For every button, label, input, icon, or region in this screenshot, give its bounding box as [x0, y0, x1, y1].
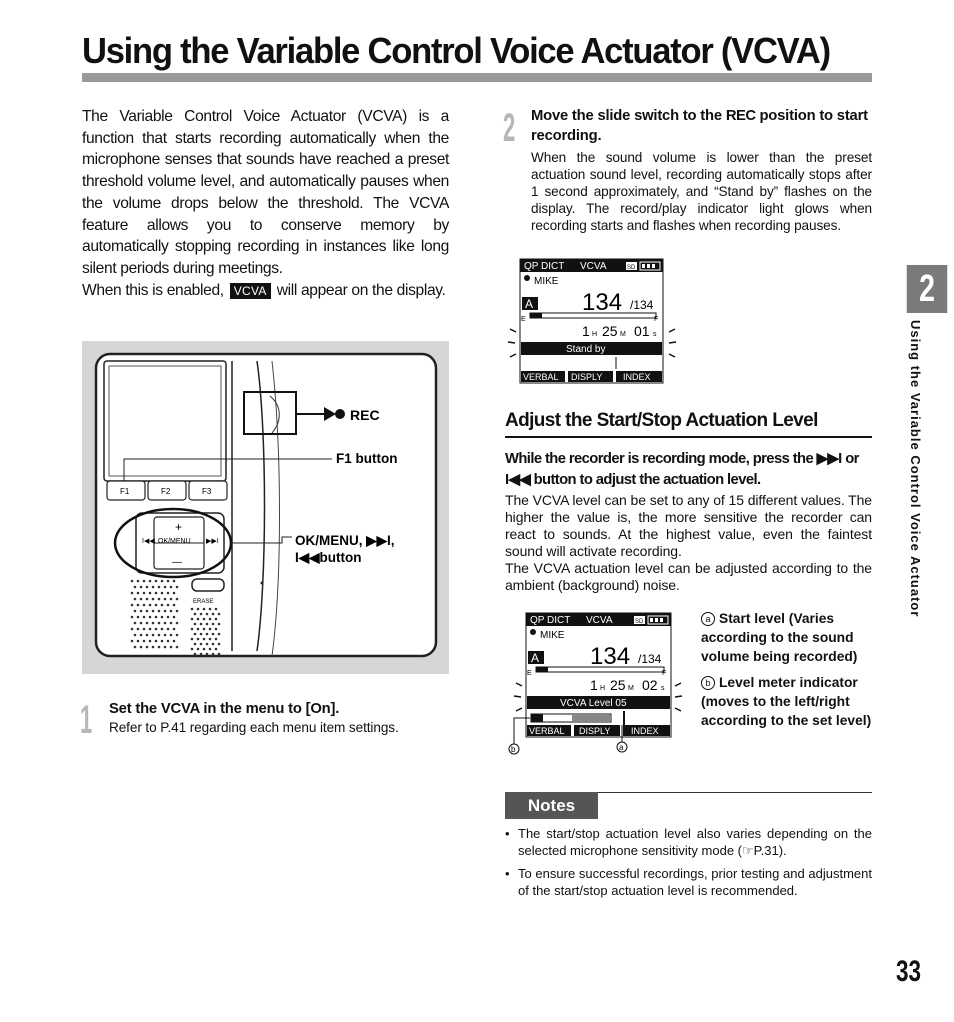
lcd2-level-fill	[531, 714, 543, 722]
speaker-dot	[158, 646, 161, 649]
speaker-dot	[191, 638, 194, 641]
legend-a	[701, 609, 876, 666]
speaker-dot	[167, 580, 170, 583]
speaker-dot	[140, 610, 143, 613]
speaker-dot	[200, 643, 203, 646]
notes-rule	[598, 792, 872, 793]
speaker-dot	[212, 613, 215, 616]
speaker-dot	[140, 646, 143, 649]
speaker-dot	[134, 586, 137, 589]
speaker-dot	[149, 640, 152, 643]
device-illustration	[82, 341, 449, 674]
adjust-body-1: The VCVA level can be set to any of 15 different values. The higher the value is, the more sensitive the recorder can react to sounds. At the highest value, even the faintest sound will activate recording.	[505, 492, 872, 559]
speaker-dot	[146, 610, 149, 613]
step-2-body: When the sound volume is lower than the preset actuation sound level, recording automatically stops after 1 second approximately, and “Stand by” flashes on the display. The record/play indicator light glows when recording starts and flashes when recording pauses.	[531, 150, 872, 233]
speaker-dot	[161, 640, 164, 643]
lcd1-file-total: /134	[630, 298, 654, 312]
lcd1-softkey-verbal: VERBAL	[523, 372, 559, 382]
speaker-dot	[206, 633, 209, 636]
legend-b-text: Level meter indicator (moves to the left/right according to the set level)	[701, 675, 872, 728]
lcd2-hours: 1	[590, 677, 598, 693]
speaker-dot	[191, 608, 194, 611]
lcd2-e-label: E	[527, 670, 532, 677]
erase-key-label: ERASE	[193, 599, 214, 605]
speaker-dot	[155, 640, 158, 643]
speaker-dot	[146, 646, 149, 649]
lcd1-quality: QP DICT	[524, 261, 565, 272]
minus-key-label: —	[172, 557, 182, 568]
lcd1-vcva: VCVA	[580, 261, 607, 272]
lcd-display-standby	[506, 257, 676, 385]
speaker-dot	[143, 580, 146, 583]
speaker-dot	[173, 640, 176, 643]
intro-paragraph-2	[82, 280, 449, 302]
lcd1-softkey-index: INDEX	[623, 372, 651, 382]
speaker-dot	[134, 634, 137, 637]
speaker-dot	[158, 610, 161, 613]
rewind-glyph: I◀◀	[142, 538, 155, 545]
speaker-dot	[197, 618, 200, 621]
speaker-dot	[203, 618, 206, 621]
adjust-body	[505, 492, 872, 594]
chapter-tab: 2	[907, 265, 948, 313]
speaker-dot	[170, 646, 173, 649]
speaker-dot	[212, 633, 215, 636]
speaker-dot	[158, 598, 161, 601]
speaker-dot	[134, 610, 137, 613]
speaker-dot	[209, 628, 212, 631]
speaker-dot	[176, 610, 179, 613]
speaker-dot	[194, 643, 197, 646]
note-item-2: • To ensure successful recordings, prior testing and adjustment of the start/stop actuation level is recommended.	[505, 865, 872, 899]
speaker-dot	[143, 640, 146, 643]
speaker-dot	[152, 622, 155, 625]
speaker-dot	[134, 622, 137, 625]
speaker-dot	[164, 622, 167, 625]
callout-ok-line2: I◀◀button	[295, 550, 362, 565]
speaker-dot	[173, 580, 176, 583]
speaker-dot	[140, 634, 143, 637]
erase-key	[192, 579, 224, 591]
speaker-dot	[164, 610, 167, 613]
speaker-dot	[176, 598, 179, 601]
legend-b	[701, 673, 876, 730]
speaker-dot	[140, 598, 143, 601]
speaker-dot	[158, 586, 161, 589]
intro-paragraph-1: The Variable Control Voice Actuator (VCVA) is a function that starts recording automatically when the microphone senses that sounds have reached a preset threshold volume level, and automatically pauses when the volume drops below the threshold. The VCVA feature allows you to conserve memory by automatically stopping recording in instances like long silent periods during meetings.	[82, 108, 449, 277]
legend-a-mark: a	[701, 612, 715, 626]
speaker-dot	[218, 653, 221, 656]
speaker-dot	[203, 608, 206, 611]
step-2-number: 2	[503, 106, 516, 150]
speaker-dot	[167, 604, 170, 607]
lcd2-softkey-disply: DISPLY	[579, 726, 611, 736]
speaker-dot	[218, 643, 221, 646]
lcd2-minutes: 25	[610, 677, 626, 693]
step-2-heading-rec: REC	[725, 108, 756, 124]
speaker-dot	[161, 580, 164, 583]
speaker-dot	[161, 628, 164, 631]
speaker-dot	[149, 592, 152, 595]
callout-f1: F1 button	[336, 451, 398, 466]
lcd2-f-label: F	[662, 670, 667, 677]
speaker-dot	[149, 616, 152, 619]
speaker-dot	[164, 646, 167, 649]
speaker-dot	[146, 586, 149, 589]
speaker-dot	[200, 623, 203, 626]
page-number: 33	[896, 955, 922, 988]
step-2-heading	[531, 106, 872, 146]
speaker-dot	[161, 616, 164, 619]
speaker-dot	[173, 628, 176, 631]
speaker-dot	[206, 613, 209, 616]
speaker-dot	[167, 640, 170, 643]
adjust-body-2: The VCVA actuation level can be adjusted according to the ambient (background) noise.	[505, 560, 872, 593]
lcd1-hours-unit: H	[592, 331, 598, 338]
step-1-body: Refer to P.41 regarding each menu item settings.	[109, 720, 399, 735]
speaker-dot	[170, 610, 173, 613]
notes-label: Notes	[505, 792, 598, 819]
plus-key-label: +	[175, 520, 183, 534]
speaker-dot	[191, 628, 194, 631]
speaker-dot	[143, 604, 146, 607]
lcd1-mic-label: MIKE	[534, 276, 559, 287]
lcd1-minutes: 25	[602, 323, 618, 339]
lcd2-softkey-verbal: VERBAL	[529, 726, 565, 736]
speaker-dot	[143, 592, 146, 595]
speaker-dot	[215, 638, 218, 641]
speaker-dot	[155, 604, 158, 607]
speaker-dot	[170, 622, 173, 625]
speaker-dot	[200, 653, 203, 656]
section-rule	[505, 436, 872, 438]
speaker-dot	[170, 586, 173, 589]
lcd2-hours-unit: H	[600, 685, 606, 692]
speaker-dot	[152, 598, 155, 601]
speaker-dot	[200, 633, 203, 636]
callout-rec: REC	[350, 407, 380, 423]
speaker-dot	[209, 638, 212, 641]
speaker-dot	[203, 628, 206, 631]
speaker-dot	[176, 634, 179, 637]
speaker-dot	[146, 622, 149, 625]
lcd1-minutes-unit: M	[620, 331, 626, 338]
speaker-dot	[137, 580, 140, 583]
lcd2-minutes-unit: M	[628, 685, 634, 692]
lcd1-folder: A	[525, 297, 534, 311]
speaker-dot	[206, 653, 209, 656]
speaker-dot	[197, 608, 200, 611]
speaker-dot	[218, 633, 221, 636]
speaker-dot	[167, 592, 170, 595]
lcd1-file-number: 134	[582, 289, 623, 316]
speaker-dot	[149, 604, 152, 607]
speaker-dot	[203, 638, 206, 641]
f1-key-label: F1	[120, 487, 130, 496]
forward-glyph: ▶▶I	[206, 538, 219, 545]
speaker-dot	[197, 628, 200, 631]
intro-text	[82, 106, 449, 301]
speaker-dot	[209, 648, 212, 651]
step-2-heading-before: Move the slide switch to the	[531, 108, 726, 124]
speaker-dot	[152, 586, 155, 589]
adjust-instruction: While the recorder is recording mode, press the ▶▶I or I◀◀ button to adjust the actuation level.	[505, 451, 859, 488]
lcd1-sd-icon: SD	[627, 265, 636, 271]
lcd1-f-label: F	[654, 316, 659, 323]
legend-a-text: Start level (Varies according to the sound volume being recorded)	[701, 611, 858, 664]
speaker-dot	[167, 628, 170, 631]
speaker-dot	[212, 623, 215, 626]
speaker-dot	[212, 653, 215, 656]
chapter-side-label-text: Using the Variable Control Voice Actuator	[908, 320, 923, 618]
speaker-dot	[161, 592, 164, 595]
speaker-dot	[194, 653, 197, 656]
speaker-dot	[173, 592, 176, 595]
speaker-dot	[137, 604, 140, 607]
speaker-dot	[215, 608, 218, 611]
step-2-heading-after: position to start recording.	[531, 108, 868, 144]
speaker-dot	[155, 628, 158, 631]
speaker-dot	[137, 592, 140, 595]
lcd2-file-total: /134	[638, 652, 662, 666]
lcd1-status: Stand by	[566, 344, 606, 355]
f3-key-label: F3	[202, 487, 212, 496]
speaker-dot	[173, 616, 176, 619]
speaker-dot	[200, 613, 203, 616]
lcd2-mic-label: MIKE	[540, 630, 565, 641]
speaker-dot	[146, 598, 149, 601]
display-legend	[701, 609, 876, 737]
page-title: Using the Variable Control Voice Actuator (VCVA)	[82, 30, 830, 71]
speaker-dot	[194, 613, 197, 616]
speaker-dot	[140, 622, 143, 625]
speaker-dot	[164, 634, 167, 637]
speaker-dot	[131, 640, 134, 643]
step-1-heading: Set the VCVA in the menu to [On].	[109, 701, 340, 717]
speaker-dot	[191, 618, 194, 621]
lcd1-softkey-disply: DISPLY	[571, 372, 603, 382]
speaker-dot	[218, 613, 221, 616]
lcd2-mic-icon	[530, 629, 536, 635]
lcd2-softkey-index: INDEX	[631, 726, 659, 736]
lcd2-file-number: 134	[590, 643, 631, 670]
speaker-dot	[152, 610, 155, 613]
lcd2-vcva: VCVA	[586, 615, 613, 626]
speaker-dot	[215, 618, 218, 621]
speaker-dot	[191, 648, 194, 651]
speaker-dot	[137, 628, 140, 631]
speaker-dot	[215, 628, 218, 631]
speaker-dot	[161, 604, 164, 607]
speaker-dot	[137, 616, 140, 619]
section-heading: Adjust the Start/Stop Actuation Level	[505, 410, 818, 431]
legend-b-mark: b	[701, 676, 715, 690]
speaker-dot	[194, 623, 197, 626]
speaker-dot	[209, 608, 212, 611]
lcd1-seconds: 01	[634, 323, 650, 339]
speaker-dot	[155, 616, 158, 619]
speaker-dot	[149, 580, 152, 583]
speaker-dot	[206, 623, 209, 626]
speaker-dot	[131, 604, 134, 607]
speaker-dot	[164, 598, 167, 601]
note-item-1: • The start/stop actuation level also varies depending on the selected microphone sensitivity mode (☞P.31).	[505, 825, 872, 859]
lcd2-status: VCVA Level 05	[560, 698, 627, 709]
lcd2-marker-a: a	[619, 743, 624, 752]
lcd2-seconds-unit: s	[661, 685, 665, 692]
speaker-dot	[218, 623, 221, 626]
speaker-dot	[131, 616, 134, 619]
callout-ok-line1: OK/MENU, ▶▶I,	[295, 533, 395, 548]
speaker-dot	[155, 580, 158, 583]
speaker-dot	[131, 580, 134, 583]
step-1-number: 1	[80, 698, 93, 742]
okmenu-key-label: OK/MENU	[158, 538, 191, 545]
speaker-dot	[170, 634, 173, 637]
chapter-side-label	[908, 320, 924, 660]
notes-list	[505, 825, 872, 905]
title-underline	[82, 73, 872, 82]
speaker-dot	[197, 648, 200, 651]
speaker-dot	[173, 604, 176, 607]
speaker-dot	[131, 628, 134, 631]
speaker-dot	[158, 634, 161, 637]
speaker-dot	[152, 646, 155, 649]
lcd1-mic-icon	[524, 275, 530, 281]
f2-key-label: F2	[161, 487, 171, 496]
speaker-dot	[167, 616, 170, 619]
lcd2-folder: A	[531, 651, 540, 665]
speaker-dot	[143, 616, 146, 619]
lcd1-e-label: E	[521, 316, 526, 323]
speaker-dot	[131, 592, 134, 595]
rec-dot-icon	[335, 409, 345, 419]
speaker-dot	[203, 648, 206, 651]
lcd-display-level	[504, 611, 689, 756]
lcd2-quality: QP DICT	[530, 615, 571, 626]
speaker-dot	[197, 638, 200, 641]
lcd2-marker-b: b	[511, 745, 516, 754]
intro-p2-after: will appear on the display.	[272, 281, 446, 299]
speaker-dot	[212, 643, 215, 646]
speaker-dot	[194, 633, 197, 636]
speaker-dot	[146, 634, 149, 637]
speaker-dot	[149, 628, 152, 631]
intro-p2-before: When this is enabled,	[82, 281, 228, 299]
speaker-dot	[206, 643, 209, 646]
lcd2-sd-icon: SD	[635, 619, 644, 625]
speaker-dot	[158, 622, 161, 625]
lcd1-hours: 1	[582, 323, 590, 339]
speaker-dot	[155, 592, 158, 595]
speaker-dot	[176, 646, 179, 649]
lcd1-seconds-unit: s	[653, 331, 657, 338]
speaker-dot	[152, 634, 155, 637]
speaker-dot	[170, 598, 173, 601]
speaker-dot	[176, 622, 179, 625]
speaker-dot	[209, 618, 212, 621]
speaker-dot	[143, 628, 146, 631]
speaker-dot	[140, 586, 143, 589]
speaker-dot	[134, 598, 137, 601]
lcd2-seconds: 02	[642, 677, 658, 693]
vcva-display-badge: VCVA	[230, 283, 271, 299]
speaker-dot	[134, 646, 137, 649]
speaker-dot	[176, 586, 179, 589]
speaker-dot	[215, 648, 218, 651]
speaker-dot	[137, 640, 140, 643]
speaker-dot	[164, 586, 167, 589]
